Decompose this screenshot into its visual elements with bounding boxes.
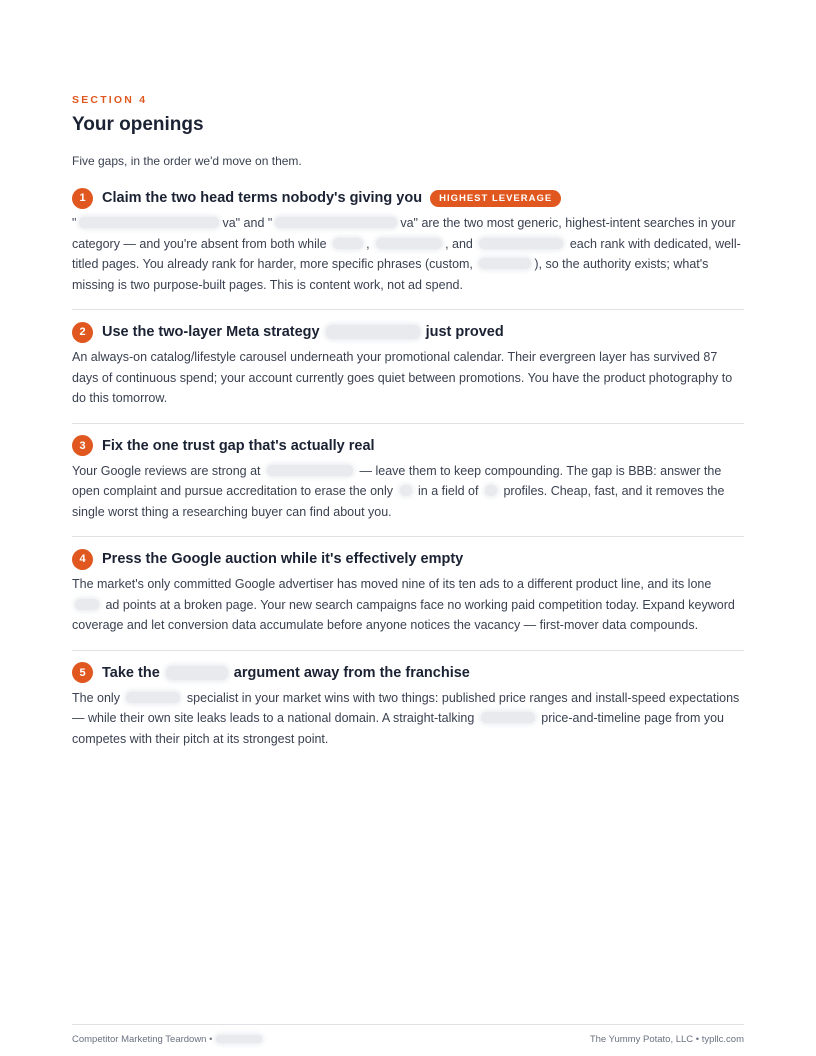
body-text: , (366, 236, 370, 251)
opening-body (72, 213, 744, 295)
opening-heading: argument away from the franchise (233, 664, 470, 681)
redacted-text (481, 712, 535, 723)
redacted-text (326, 325, 420, 339)
opening-heading-row (72, 320, 744, 344)
body-text: — leave them to keep compounding. The gap is BBB: answer the open complaint and pursue accreditation to erase the only (72, 463, 722, 498)
redacted-text (400, 485, 412, 496)
opening-item-5 (72, 661, 744, 764)
footer-right: The Yummy Potato, LLC • typllc.com (589, 1034, 744, 1045)
number-badge: 3 (72, 435, 93, 456)
redacted-text (166, 666, 228, 680)
opening-heading: Fix the one trust gap that's actually real (102, 437, 375, 454)
body-text: " (72, 216, 77, 230)
body-text: profiles. Cheap, fast, and it removes the single worst thing a researching buyer can find about you. (72, 484, 725, 519)
opening-heading: Press the Google auction while it's effectively empty (102, 551, 464, 567)
opening-body (72, 688, 744, 750)
footer-document-title: Competitor Marketing Teardown • (72, 1034, 213, 1045)
redacted-text (479, 238, 563, 249)
number-badge: 4 (72, 549, 93, 570)
priority-badge: HIGHEST LEVERAGE (430, 190, 561, 207)
page-footer (72, 1024, 744, 1045)
redacted-text (126, 692, 180, 703)
opening-body (72, 461, 744, 523)
body-text: each rank with dedicated, well-titled pages. You already rank for harder, more specific phrases (custom, (72, 236, 741, 271)
opening-heading-row (72, 434, 744, 458)
redacted-text (216, 1035, 262, 1043)
opening-item-2 (72, 320, 744, 424)
body-text: The market's only committed Google advertiser has moved nine of its ten ads to a different product line, and its lone (72, 577, 712, 591)
body-text: va" and " (222, 216, 273, 230)
body-text: Your Google reviews are strong at (72, 463, 261, 478)
body-text: in a field of (418, 484, 479, 498)
opening-heading-row (72, 186, 744, 210)
section-title: Your openings (72, 114, 204, 135)
body-text: va" are the two most generic, highest-intent searches in your category — and you're absent from both while (72, 216, 736, 251)
opening-item-1 (72, 186, 744, 310)
number-badge: 2 (72, 322, 93, 343)
body-text: ), so the authority exists; what's missing is two purpose-built pages. This is content work, not ad spend. (72, 257, 709, 292)
openings-list (72, 186, 744, 773)
number-badge: 1 (72, 188, 93, 209)
redacted-text (275, 217, 397, 228)
redacted-text (79, 217, 219, 228)
opening-heading-row (72, 661, 744, 685)
opening-body: An always-on catalog/lifestyle carousel underneath your promotional calendar. Their evergreen layer has survived 87 days of continuous spend; your account currently goes quiet between promotions. You have the product photography to do this tomorrow. (72, 350, 733, 405)
body-text: specialist in your market wins with two things: published price ranges and install-speed expectations — while their own site leaks leads to a national domain. A straight-talking (72, 690, 740, 725)
opening-heading-row (72, 547, 744, 571)
opening-heading: Use the two-layer Meta strategy (102, 324, 320, 340)
redacted-text (479, 258, 531, 269)
number-badge: 5 (72, 662, 93, 683)
opening-heading: Claim the two head terms nobody's giving you (102, 190, 423, 206)
opening-heading: Take the (102, 664, 160, 681)
redacted-text (376, 238, 442, 249)
redacted-text (485, 485, 497, 496)
opening-body (72, 574, 744, 636)
body-text: ad points at a broken page. Your new search campaigns face no working paid competition today. Expand keyword coverage and let conversion data accumulate before anyone notices the vacancy — first-mover data compounds. (72, 597, 735, 632)
opening-heading: just proved (425, 324, 504, 340)
redacted-text (75, 599, 99, 610)
section-intro: Five gaps, in the order we'd move on them. (72, 154, 302, 168)
redacted-text (267, 465, 353, 476)
opening-item-3 (72, 434, 744, 538)
redacted-text (333, 238, 363, 249)
body-text: The only (72, 690, 120, 705)
body-text: price-and-timeline page from you competes with their pitch at its strongest point. (72, 711, 725, 746)
section-eyebrow: SECTION 4 (72, 94, 148, 106)
opening-item-4 (72, 547, 744, 651)
body-text: , and (445, 236, 473, 251)
footer-left (72, 1034, 262, 1045)
